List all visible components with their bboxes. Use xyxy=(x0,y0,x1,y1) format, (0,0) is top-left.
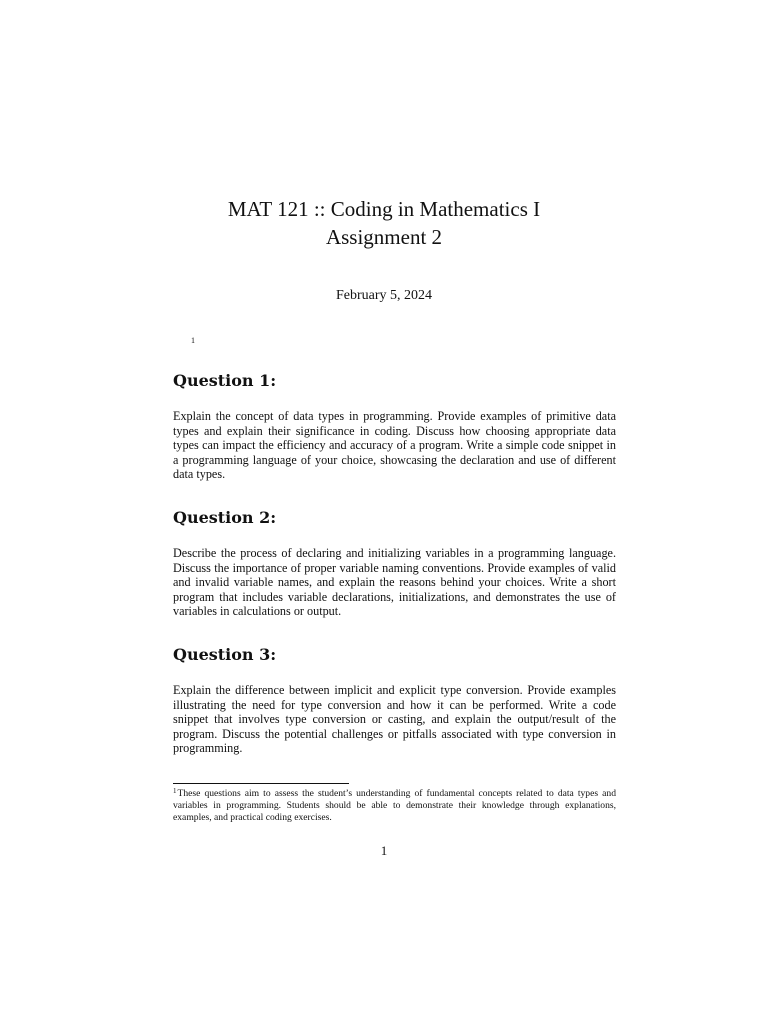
question-2 xyxy=(173,508,616,619)
question-1 xyxy=(173,371,616,482)
question-2-body: Describe the process of declaring and initializing variables in a programming language. Discuss the importance of proper variable naming conventions. Provide examples of valid and invalid variable names, and explain the reasons behind your choices. Write a short program that includes variable declarations, initializations, and demonstrates the use of variables in calculations or output. xyxy=(173,546,616,619)
question-2-heading: Question 2: xyxy=(173,508,277,527)
title-line-course: MAT 121 :: Coding in Mathematics I xyxy=(227,197,541,221)
question-1-body: Explain the concept of data types in programming. Provide examples of primitive data types and explain their significance in coding. Discuss how choosing appropriate data types can impact the efficiency and accuracy of a program. Write a simple code snippet in a programming language of your choice, showcasing the declaration and use of different data types. xyxy=(173,409,616,482)
footnote-text: These questions aim to assess the student’s understanding of fundamental concepts related to data types and variables in programming. Students should be able to demonstrate their knowledge through explanations, examples, and practical coding exercises. xyxy=(173,788,616,823)
footnote-marker: 1 xyxy=(191,336,195,345)
question-3-body: Explain the difference between implicit and explicit type conversion. Provide examples illustrating the need for type conversion and how it can be performed. Write a code snippet that involves type conversion or casting, and explain the output/result of the program. Discuss the potential challenges or pitfalls associated with type conversion in programming. xyxy=(173,683,616,756)
document-title xyxy=(0,195,768,251)
page-number: 1 xyxy=(380,843,388,858)
question-3 xyxy=(173,645,616,756)
footnote-number: 1 xyxy=(173,787,177,795)
question-1-heading: Question 1: xyxy=(173,371,277,390)
title-line-assignment: Assignment 2 xyxy=(325,225,443,249)
footnote-rule xyxy=(173,783,349,784)
document-date: February 5, 2024 xyxy=(335,288,433,303)
question-3-heading: Question 3: xyxy=(173,645,277,664)
footnote xyxy=(173,785,616,824)
